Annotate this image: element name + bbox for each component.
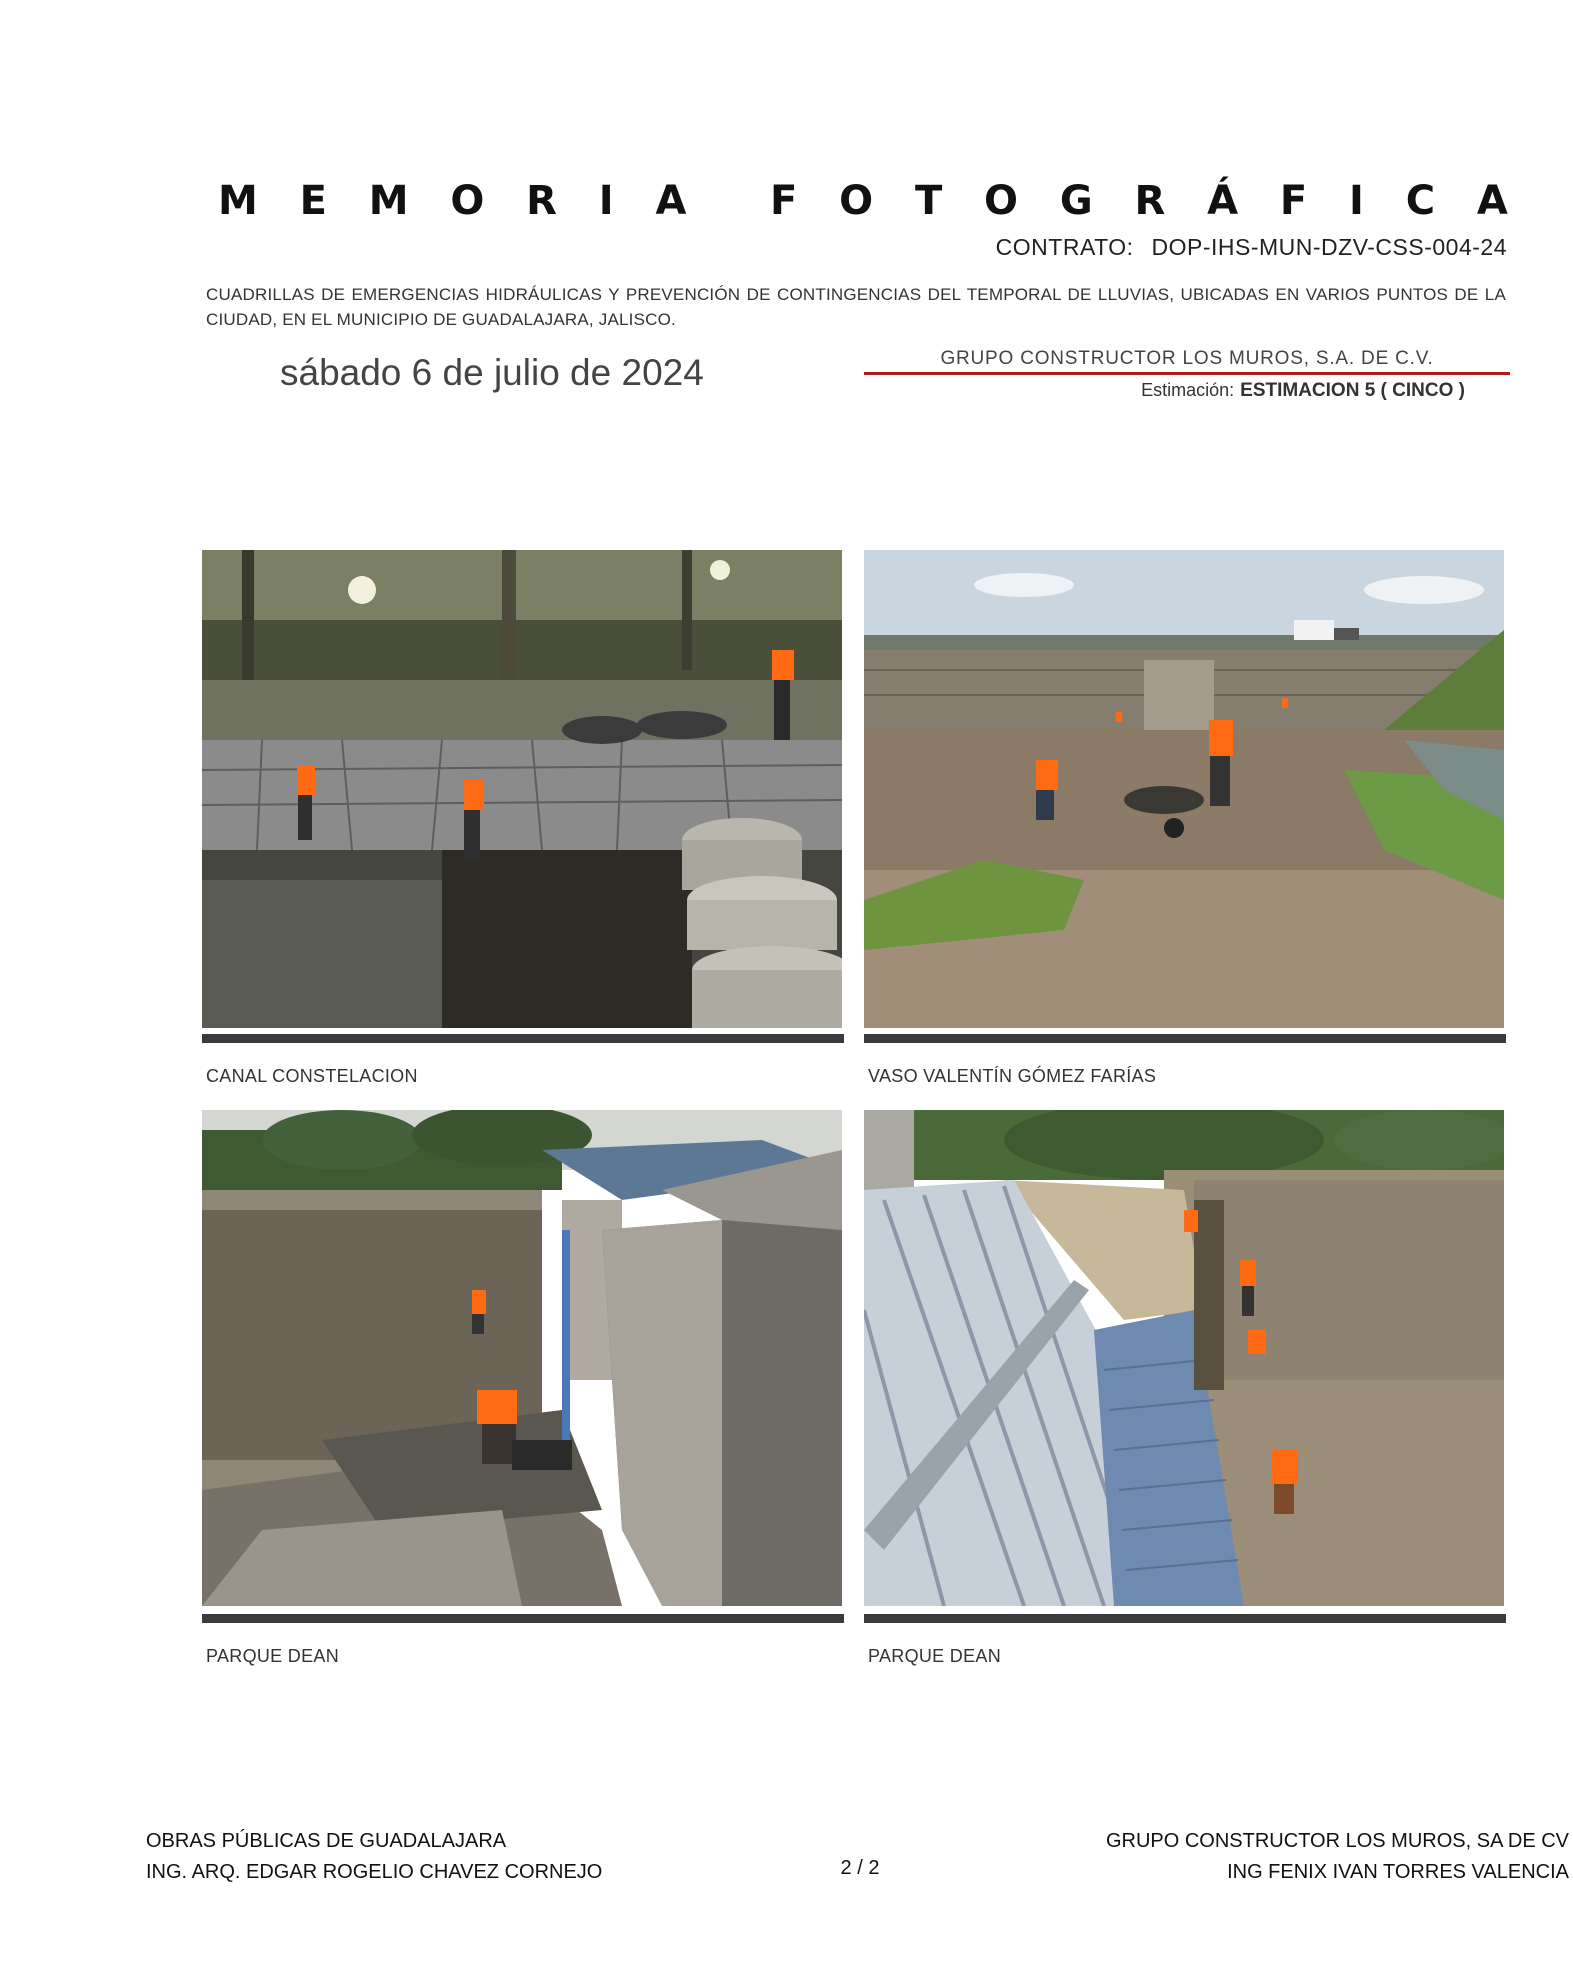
title-letter: E [299,178,327,224]
photo-bar [202,1614,844,1623]
title-letter: R [526,178,557,224]
title-letter: O [839,178,874,224]
company-name: GRUPO CONSTRUCTOR LOS MUROS, S.A. DE C.V. [940,348,1434,369]
accent-divider [864,372,1510,375]
photo-bar [202,1034,844,1043]
estimation-value: ESTIMACION 5 ( CINCO ) [1240,380,1465,401]
title-letter: M [368,178,409,224]
title-letter: A [1476,178,1508,224]
project-description: CUADRILLAS DE EMERGENCIAS HIDRÁULICAS Y PREVENCIÓN DE CONTINGENCIAS DEL TEMPORAL DE LLUVIAS, UBICADAS EN VARIOS PUNTOS DE LA CIUDAD, EN EL MUNICIPIO DE GUADALAJARA, JALISCO. [206,285,1506,329]
estimation-label: Estimación: [1141,380,1235,400]
title-letter: O [450,178,485,224]
contract-line [996,234,1507,261]
page-number: 2 / 2 [840,1857,880,1879]
photo-bar [864,1614,1506,1623]
footer-left [146,1826,602,1888]
photo-parque-dean-2 [864,1110,1504,1606]
title-letter: F [770,178,798,224]
estimation-line [1141,380,1465,402]
photo-parque-dean-1 [202,1110,842,1606]
photo-caption: PARQUE DEAN [206,1646,339,1666]
footer-left-line2: ING. ARQ. EDGAR ROGELIO CHAVEZ CORNEJO [146,1861,603,1883]
title-letter: I [1349,178,1364,224]
title-letter: Á [1207,178,1239,224]
title-letter: M [218,178,258,224]
photo-vaso-valentin-gomez-farias [864,550,1504,1028]
photo-caption: PARQUE DEAN [868,1646,1001,1666]
footer-right-line2: ING FENIX IVAN TORRES VALENCIA [1227,1861,1569,1883]
title-letter: R [1134,178,1166,224]
footer-right-line1: GRUPO CONSTRUCTOR LOS MUROS, SA DE CV [1105,1830,1569,1852]
footer-right [1106,1826,1569,1888]
title-letter: I [598,178,614,224]
footer-left-line1: OBRAS PÚBLICAS DE GUADALAJARA [146,1830,507,1852]
report-date: sábado 6 de julio de 2024 [280,352,704,393]
contract-label: CONTRATO: [995,234,1134,260]
photo-canal-constelacion [202,550,842,1028]
photo-caption: VASO VALENTÍN GÓMEZ FARÍAS [868,1066,1157,1086]
title-letter: G [1059,178,1093,224]
title-letter: A [655,178,687,224]
contract-number: DOP-IHS-MUN-DZV-CSS-004-24 [1151,234,1507,260]
title-letter: O [984,178,1019,224]
photo-caption: CANAL CONSTELACION [206,1066,418,1086]
title-letter: T [914,178,943,224]
title-letter: C [1405,178,1436,224]
page-title [218,178,1508,224]
photo-bar [864,1034,1506,1043]
title-letter: F [1279,178,1308,224]
